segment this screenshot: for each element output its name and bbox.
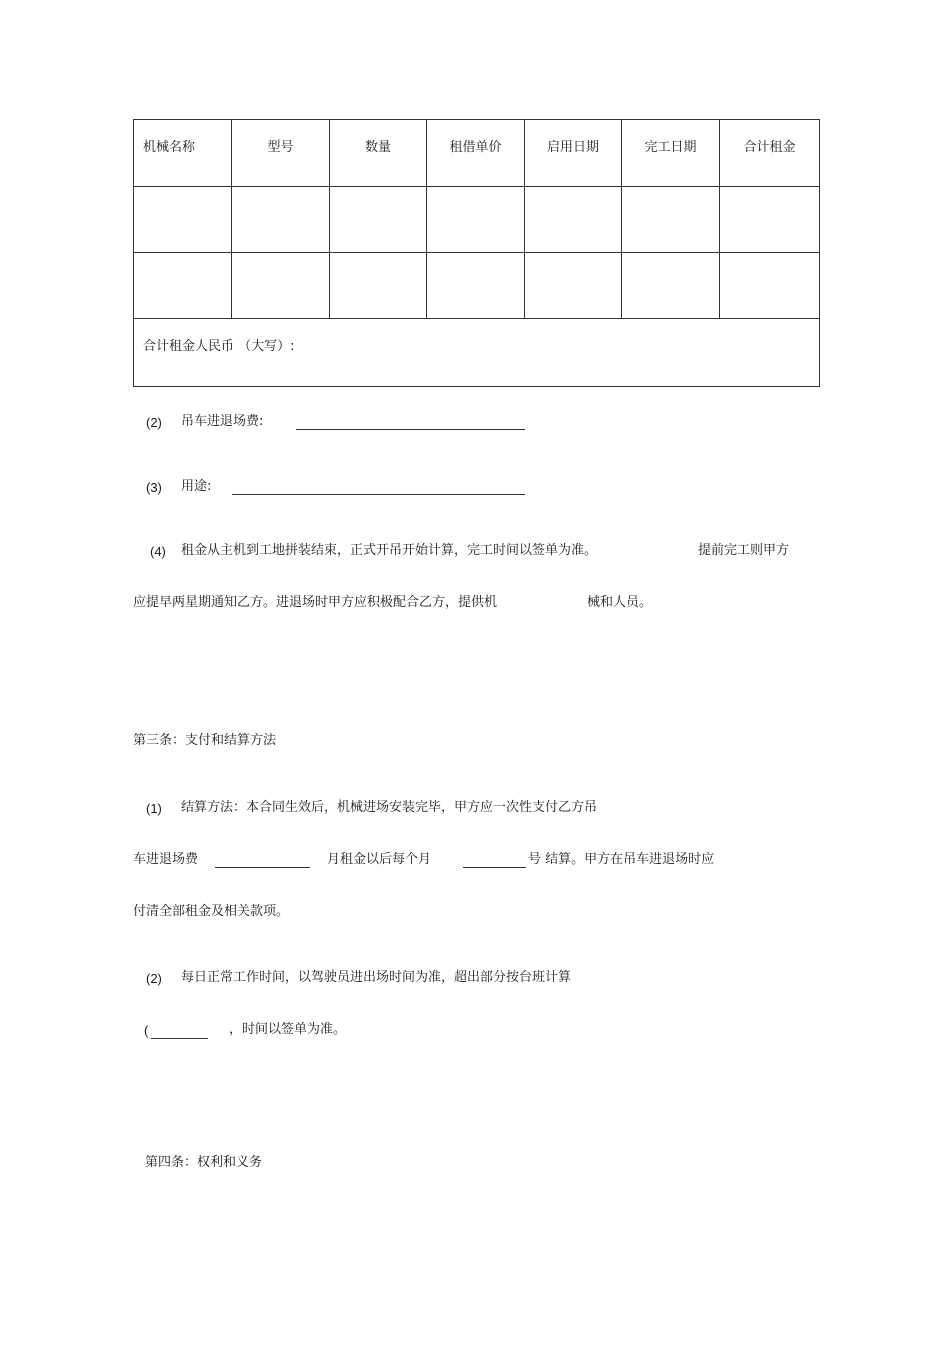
header-quantity: 数量 (364, 140, 391, 155)
table-row (134, 253, 820, 319)
header-cell (134, 120, 232, 187)
article-3-p2-line2-b: ，时间以签单为准。 (229, 1022, 347, 1037)
table-cell (330, 187, 427, 253)
article-3-p1-line2-a: 车进退场费 (133, 852, 199, 867)
article-3-p2-line2-a: ( (144, 1023, 149, 1038)
item-4-text-c: 应提早两星期通知乙方。进退场时甲方应积极配合乙方，提供机 (133, 595, 498, 610)
crane-fee-blank[interactable] (296, 417, 525, 430)
table-cell (525, 187, 622, 253)
payment-day-blank[interactable] (463, 855, 526, 868)
table-cell (232, 253, 330, 319)
header-model: 型号 (267, 140, 294, 155)
table-cell (622, 253, 720, 319)
table-cell (134, 187, 232, 253)
header-cell (720, 120, 820, 187)
item-4-text-d: 械和人员。 (587, 595, 653, 610)
item-4-text-a: 租金从主机到工地拼装结束，正式开吊开始计算，完工时间以签单为准。 (181, 543, 598, 558)
item-4-number: (4) (150, 544, 166, 559)
table-cell (720, 253, 820, 319)
table-cell (134, 253, 232, 319)
table-cell (427, 187, 525, 253)
header-unit-price: 租借单价 (449, 140, 502, 155)
table-total-row (134, 319, 820, 387)
item-4-text-b: 提前完工则甲方 (698, 543, 790, 558)
article-3-p1-text: 结算方法：本合同生效后，机械进场安装完毕，甲方应一次性支付乙方吊 (181, 800, 598, 815)
table-cell (622, 187, 720, 253)
header-start-date: 启用日期 (546, 140, 599, 155)
article-3-title: 第三条：支付和结算方法 (133, 733, 277, 748)
header-cell (232, 120, 330, 187)
item-2-label: 吊车进退场费: (181, 414, 264, 429)
total-rent-label: 合计租金人民币 （大写）: (143, 339, 295, 354)
header-cell (622, 120, 720, 187)
header-cell (427, 120, 525, 187)
article-3-p1-line2-c: 号 结算。甲方在吊车进退场时应 (528, 852, 715, 867)
item-3-label: 用途: (181, 479, 212, 494)
item-2-number: (2) (146, 415, 162, 430)
article-3-p1-line2-b: 月租金以后每个月 (327, 852, 432, 867)
table-cell (427, 253, 525, 319)
shift-blank[interactable] (151, 1026, 208, 1039)
item-3-number: (3) (146, 480, 162, 495)
article-3-p2-text: 每日正常工作时间，以驾驶员进出场时间为准，超出部分按台班计算 (181, 970, 572, 985)
header-machine-name: 机械名称 (143, 140, 196, 155)
table-cell (720, 187, 820, 253)
crane-fee-amount-blank[interactable] (215, 855, 310, 868)
table-cell (232, 187, 330, 253)
table-cell (525, 253, 622, 319)
header-cell (330, 120, 427, 187)
table-cell (330, 253, 427, 319)
header-cell (525, 120, 622, 187)
article-3-p1-line3: 付清全部租金及相关款项。 (133, 904, 290, 919)
header-end-date: 完工日期 (644, 140, 697, 155)
table-row (134, 187, 820, 253)
purpose-blank[interactable] (232, 482, 525, 495)
article-3-p2-number: (2) (146, 971, 162, 986)
article-4-title: 第四条：权利和义务 (145, 1155, 263, 1170)
header-total-rent: 合计租金 (743, 140, 796, 155)
table-header-row (134, 120, 820, 187)
total-cell (134, 319, 820, 387)
article-3-p1-number: (1) (146, 801, 162, 816)
rental-table (133, 119, 820, 387)
